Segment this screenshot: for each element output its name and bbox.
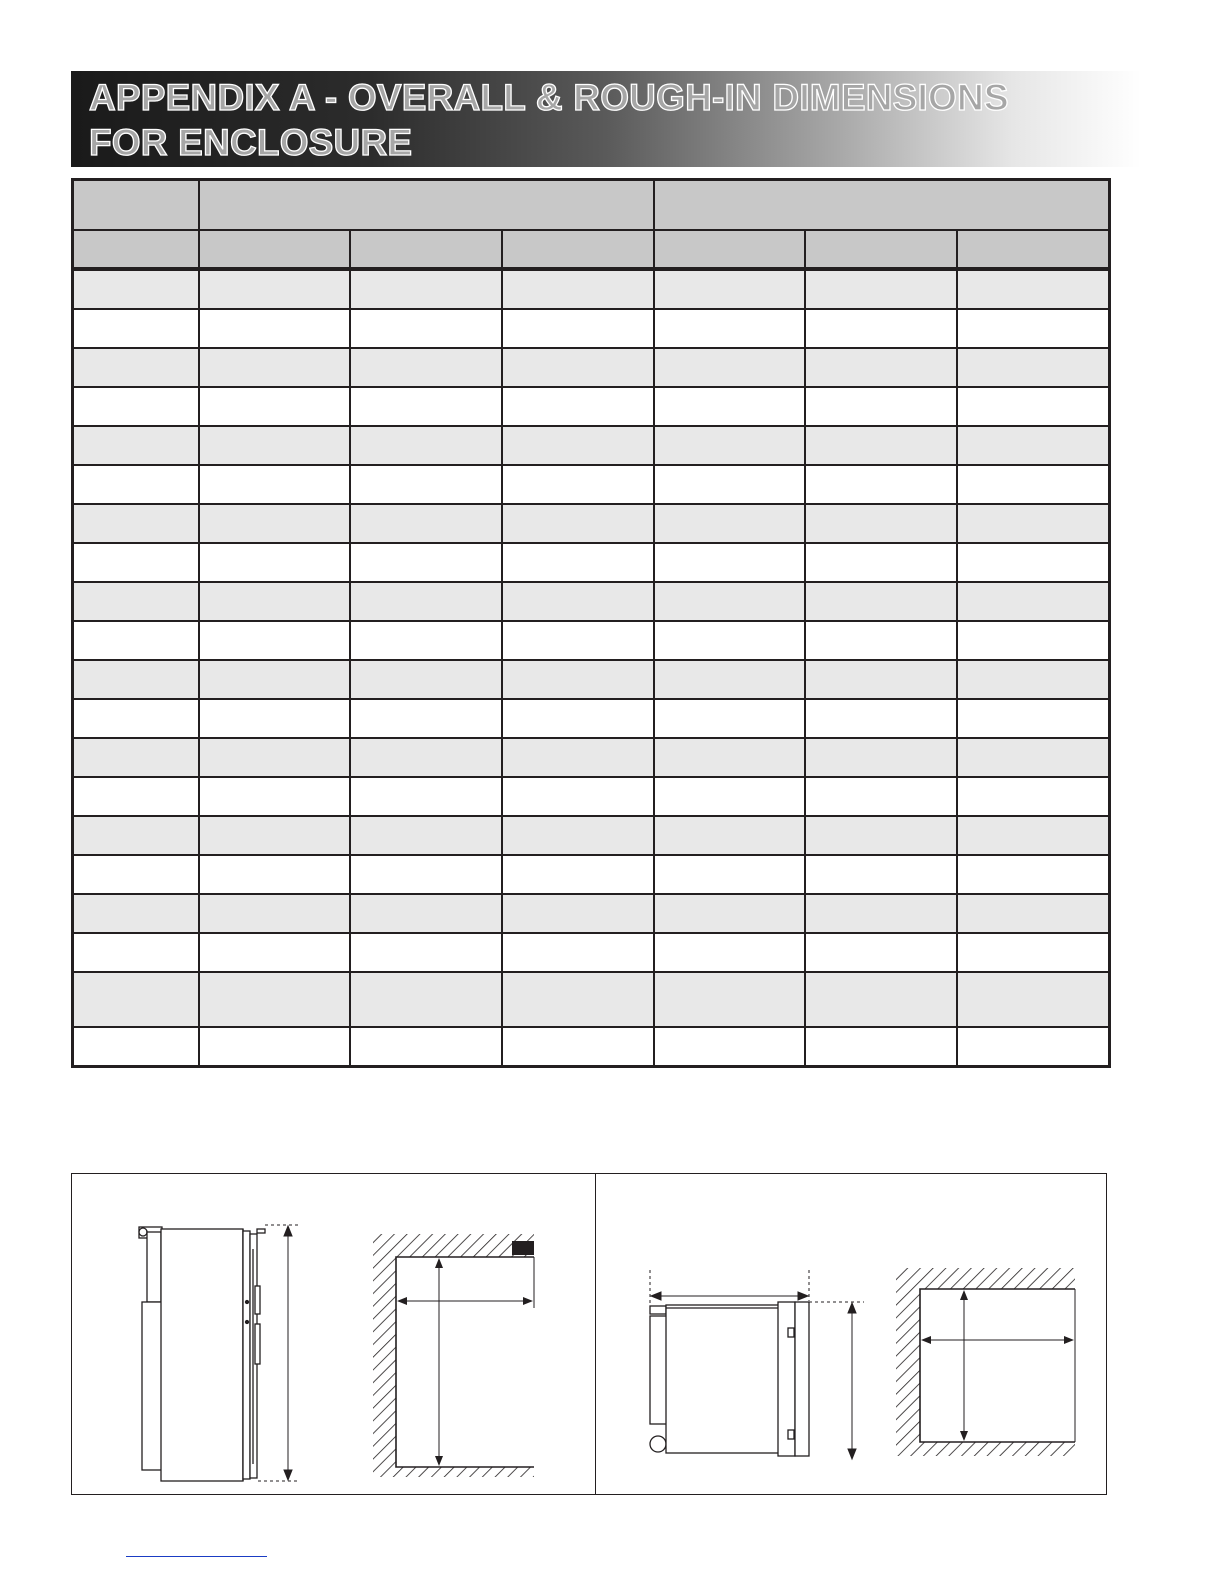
table-cell <box>199 387 350 426</box>
table-cell <box>73 348 199 387</box>
table-cell <box>805 816 957 855</box>
table-cell <box>957 855 1110 894</box>
table-cell <box>805 387 957 426</box>
table-cell <box>199 933 350 972</box>
table-cell <box>73 699 199 738</box>
table-cell <box>199 894 350 933</box>
rough-in-opening-right <box>896 1268 1075 1456</box>
table-cell <box>805 504 957 543</box>
table-cell <box>350 1027 502 1067</box>
table-cell <box>502 660 654 699</box>
table-cell <box>957 777 1110 816</box>
table-row <box>73 894 1110 933</box>
table-cell <box>957 504 1110 543</box>
table-cell <box>502 933 654 972</box>
table-cell <box>957 933 1110 972</box>
table-cell <box>199 972 350 1027</box>
table-cell <box>957 621 1110 660</box>
table-cell <box>502 309 654 348</box>
table-cell <box>805 894 957 933</box>
table-cell <box>73 894 199 933</box>
table-cell <box>73 504 199 543</box>
table-cell <box>502 738 654 777</box>
table-cell <box>805 621 957 660</box>
table-cell <box>502 504 654 543</box>
table-cell <box>502 426 654 465</box>
table-cell <box>502 621 654 660</box>
table-cell <box>957 972 1110 1027</box>
table-row <box>73 699 1110 738</box>
table-cell <box>957 387 1110 426</box>
column-header <box>199 230 350 269</box>
table-row <box>73 309 1110 348</box>
table-row <box>73 348 1110 387</box>
table-cell <box>199 465 350 504</box>
table-cell <box>350 738 502 777</box>
table-cell <box>654 777 805 816</box>
table-group-header-row <box>73 180 1110 231</box>
table-cell <box>350 269 502 309</box>
table-cell <box>654 855 805 894</box>
table-cell <box>199 738 350 777</box>
table-cell <box>350 894 502 933</box>
table-row <box>73 816 1110 855</box>
table-cell <box>350 582 502 621</box>
table-cell <box>502 387 654 426</box>
table-row <box>73 777 1110 816</box>
table-row <box>73 582 1110 621</box>
table-cell <box>73 738 199 777</box>
table-cell <box>73 933 199 972</box>
dimension-diagrams <box>72 1174 1108 1496</box>
table-cell <box>502 894 654 933</box>
column-header <box>73 230 199 269</box>
table-cell <box>805 699 957 738</box>
footer-link-underline[interactable] <box>126 1556 267 1557</box>
table-cell <box>73 816 199 855</box>
table-cell <box>654 816 805 855</box>
table-cell <box>73 582 199 621</box>
table-cell <box>199 582 350 621</box>
table-cell <box>957 699 1110 738</box>
table-cell <box>805 972 957 1027</box>
column-header <box>350 230 502 269</box>
table-cell <box>654 269 805 309</box>
table-row <box>73 387 1110 426</box>
table-row <box>73 504 1110 543</box>
table-cell <box>73 309 199 348</box>
table-cell <box>350 426 502 465</box>
table-cell <box>350 387 502 426</box>
table-cell <box>805 855 957 894</box>
table-row <box>73 465 1110 504</box>
table-cell <box>73 972 199 1027</box>
table-cell <box>654 309 805 348</box>
table-cell <box>502 543 654 582</box>
table-cell <box>805 543 957 582</box>
table-cell <box>654 738 805 777</box>
table-cell <box>654 504 805 543</box>
table-cell <box>73 855 199 894</box>
table-cell <box>654 933 805 972</box>
table-cell <box>199 504 350 543</box>
table-cell <box>350 465 502 504</box>
column-header <box>805 230 957 269</box>
table-cell <box>199 777 350 816</box>
page-title <box>89 75 1129 165</box>
table-cell <box>199 269 350 309</box>
table-cell <box>805 660 957 699</box>
table-cell <box>199 426 350 465</box>
table-cell <box>199 543 350 582</box>
table-cell <box>957 1027 1110 1067</box>
table-cell <box>73 777 199 816</box>
table-cell <box>350 543 502 582</box>
table-cell <box>73 269 199 309</box>
column-header <box>502 230 654 269</box>
table-cell <box>502 855 654 894</box>
table-cell <box>805 738 957 777</box>
table-cell <box>350 504 502 543</box>
table-cell <box>654 1027 805 1067</box>
table-cell <box>73 465 199 504</box>
enclosure-top-view <box>650 1302 809 1456</box>
page-title-line-2: FOR ENCLOSURE <box>89 122 413 163</box>
table-cell <box>957 348 1110 387</box>
table-row <box>73 269 1110 309</box>
table-cell <box>654 699 805 738</box>
table-body <box>73 269 1110 1067</box>
table-cell <box>350 933 502 972</box>
table-cell <box>199 660 350 699</box>
table-cell <box>957 816 1110 855</box>
table-cell <box>957 660 1110 699</box>
table-cell <box>199 816 350 855</box>
table-row <box>73 543 1110 582</box>
table-cell <box>957 738 1110 777</box>
table-row <box>73 933 1110 972</box>
table-cell <box>73 426 199 465</box>
table-cell <box>654 543 805 582</box>
page-title-line-1: APPENDIX A - OVERALL & ROUGH-IN DIMENSIONS <box>89 77 1009 118</box>
table-row <box>73 1027 1110 1067</box>
table-cell <box>805 465 957 504</box>
diagram-panel <box>71 1173 1107 1495</box>
table-cell <box>805 269 957 309</box>
table-cell <box>502 582 654 621</box>
enclosure-side-view <box>139 1227 265 1481</box>
overall-dimensions-header <box>199 180 654 231</box>
table-row <box>73 660 1110 699</box>
table-cell <box>957 543 1110 582</box>
table-cell <box>502 465 654 504</box>
table-cell <box>502 972 654 1027</box>
table-cell <box>199 348 350 387</box>
table-cell <box>350 348 502 387</box>
table-cell <box>502 1027 654 1067</box>
column-header <box>957 230 1110 269</box>
table-cell <box>957 582 1110 621</box>
table-cell <box>350 621 502 660</box>
table-cell <box>502 269 654 309</box>
table-cell <box>73 1027 199 1067</box>
table-cell <box>654 465 805 504</box>
table-cell <box>502 816 654 855</box>
table-cell <box>654 426 805 465</box>
table-cell <box>654 582 805 621</box>
height-dimension-left <box>258 1225 298 1481</box>
table-cell <box>654 387 805 426</box>
table-cell <box>199 309 350 348</box>
table-cell <box>350 855 502 894</box>
table-row <box>73 621 1110 660</box>
table-cell <box>654 972 805 1027</box>
table-cell <box>957 426 1110 465</box>
table-cell <box>350 972 502 1027</box>
table-cell <box>199 621 350 660</box>
table-cell <box>805 933 957 972</box>
table-column-header-row <box>73 230 1110 269</box>
table-cell <box>73 543 199 582</box>
table-cell <box>805 582 957 621</box>
table-cell <box>654 660 805 699</box>
table-cell <box>350 660 502 699</box>
column-header <box>654 230 805 269</box>
table-row <box>73 855 1110 894</box>
table-cell <box>654 621 805 660</box>
table-cell <box>805 426 957 465</box>
dimensions-table <box>71 178 1111 1068</box>
table-cell <box>73 387 199 426</box>
table-cell <box>199 855 350 894</box>
table-cell <box>502 348 654 387</box>
table-cell <box>957 269 1110 309</box>
table-cell <box>350 699 502 738</box>
table-row <box>73 426 1110 465</box>
table-cell <box>805 1027 957 1067</box>
table-cell <box>957 309 1110 348</box>
table-cell <box>502 699 654 738</box>
table-cell <box>350 816 502 855</box>
table-cell <box>502 777 654 816</box>
rough-in-opening-left <box>373 1234 534 1477</box>
model-header-cell <box>73 180 199 231</box>
table-cell <box>654 348 805 387</box>
table-row <box>73 972 1110 1027</box>
title-banner <box>71 71 1141 167</box>
table-cell <box>350 777 502 816</box>
table-cell <box>957 894 1110 933</box>
table-row <box>73 738 1110 777</box>
table-cell <box>805 309 957 348</box>
table-cell <box>73 621 199 660</box>
table-cell <box>957 465 1110 504</box>
table-cell <box>654 894 805 933</box>
table-cell <box>805 777 957 816</box>
table-cell <box>73 660 199 699</box>
rough-in-dimensions-header <box>654 180 1110 231</box>
table-cell <box>199 699 350 738</box>
table-cell <box>199 1027 350 1067</box>
table-cell <box>350 309 502 348</box>
table-cell <box>805 348 957 387</box>
